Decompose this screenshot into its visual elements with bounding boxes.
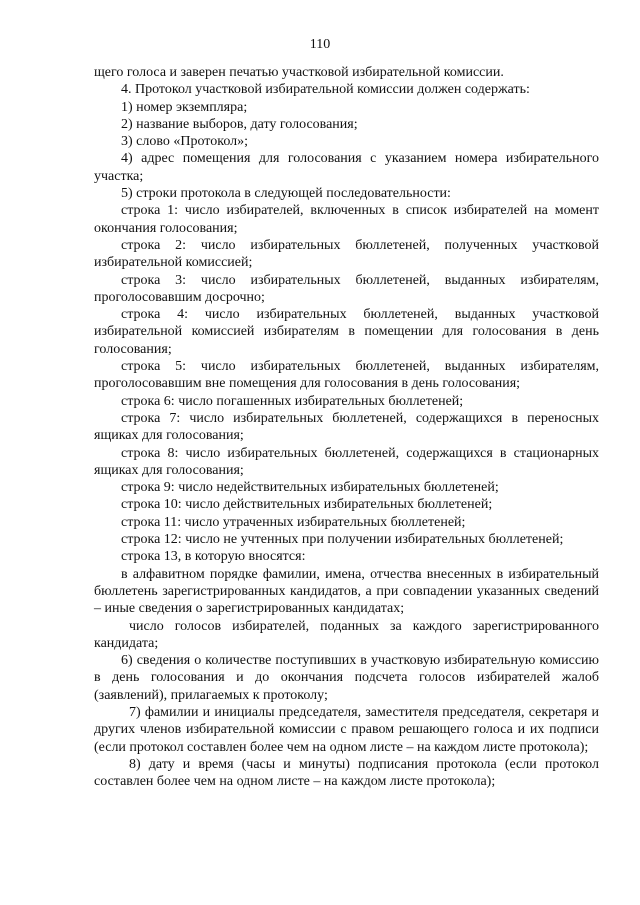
page-number: 110 (309, 37, 331, 52)
protocol-line: строка 7: число избирательных бюллетеней, содержащихся в переносных ящиках для голосования; (94, 410, 599, 444)
list-item: 7) фамилии и инициалы председателя, заместителя председателя, секретаря и других членов избирательной комиссии с правом решающего голоса и их подписи (если протокол составлен более чем на одном листе – на каждом листе протокола); (94, 704, 599, 755)
list-item: 4) адрес помещения для голосования с указанием номера избирательного участка; (94, 151, 599, 184)
protocol-line: строка 2: число избирательных бюллетеней, полученных участковой избирательной комиссией; (94, 237, 599, 271)
protocol-line: строка 3: число избирательных бюллетеней, выданных избирателям, проголосовавшим досрочно; (94, 272, 599, 305)
protocol-line: строка 8: число избирательных бюллетеней, содержащихся в стационарных ящиках для голосования; (94, 445, 599, 478)
protocol-line: строка 4: число избирательных бюллетеней, выданных участковой избирательной комиссией избирателям в помещении для голосования в день голосования; (94, 307, 599, 357)
paragraph-item-4: 4. Протокол участковой избирательной комиссии должен содержать: (121, 82, 530, 98)
protocol-line: строка 10: число действительных избирательных бюллетеней; (121, 497, 493, 513)
protocol-line-subitem: в алфавитном порядке фамилии, имена, отчества внесенных в избирательный бюллетень зарегистрированных кандидатов, а при совпадении указанных сведений – иные сведения о зарегистрированных кандидатах; (94, 566, 599, 617)
list-item: 1) номер экземпляра; (121, 99, 248, 115)
protocol-line: строка 9: число недействительных избирательных бюллетеней; (121, 480, 499, 496)
list-item: 5) строки протокола в следующей последовательности: (121, 186, 451, 202)
list-item: 2) название выборов, дату голосования; (121, 116, 358, 132)
list-item: 8) дату и время (часы и минуты) подписания протокола (если протокол составлен более чем на одном листе – на каждом листе протокола); (94, 756, 599, 790)
protocol-line: строка 5: число избирательных бюллетеней, выданных избирателям, проголосовавшим вне помещения для голосования в день голосования; (94, 359, 599, 392)
protocol-line-subitem: число голосов избирателей, поданных за каждого зарегистрированного кандидата; (94, 618, 599, 651)
protocol-line: строка 12: число не учтенных при получении избирательных бюллетеней; (121, 532, 564, 548)
protocol-line: строка 11: число утраченных избирательных бюллетеней; (121, 514, 466, 530)
protocol-line: строка 1: число избирателей, включенных в список избирателей на момент окончания голосования; (94, 203, 599, 236)
list-item: 6) сведения о количестве поступивших в участковую избирательную комиссию в день голосования и до окончания подсчета голосов избирателей жалоб (заявлений), прилагаемых к протоколу; (94, 653, 599, 703)
list-item: 3) слово «Протокол»; (121, 134, 249, 150)
paragraph-continuation: щего голоса и заверен печатью участковой избирательной комиссии. (94, 65, 504, 80)
protocol-line: строка 13, в которую вносятся: (121, 549, 306, 565)
document-body (94, 64, 599, 790)
protocol-line: строка 6: число погашенных избирательных бюллетеней; (121, 393, 464, 409)
